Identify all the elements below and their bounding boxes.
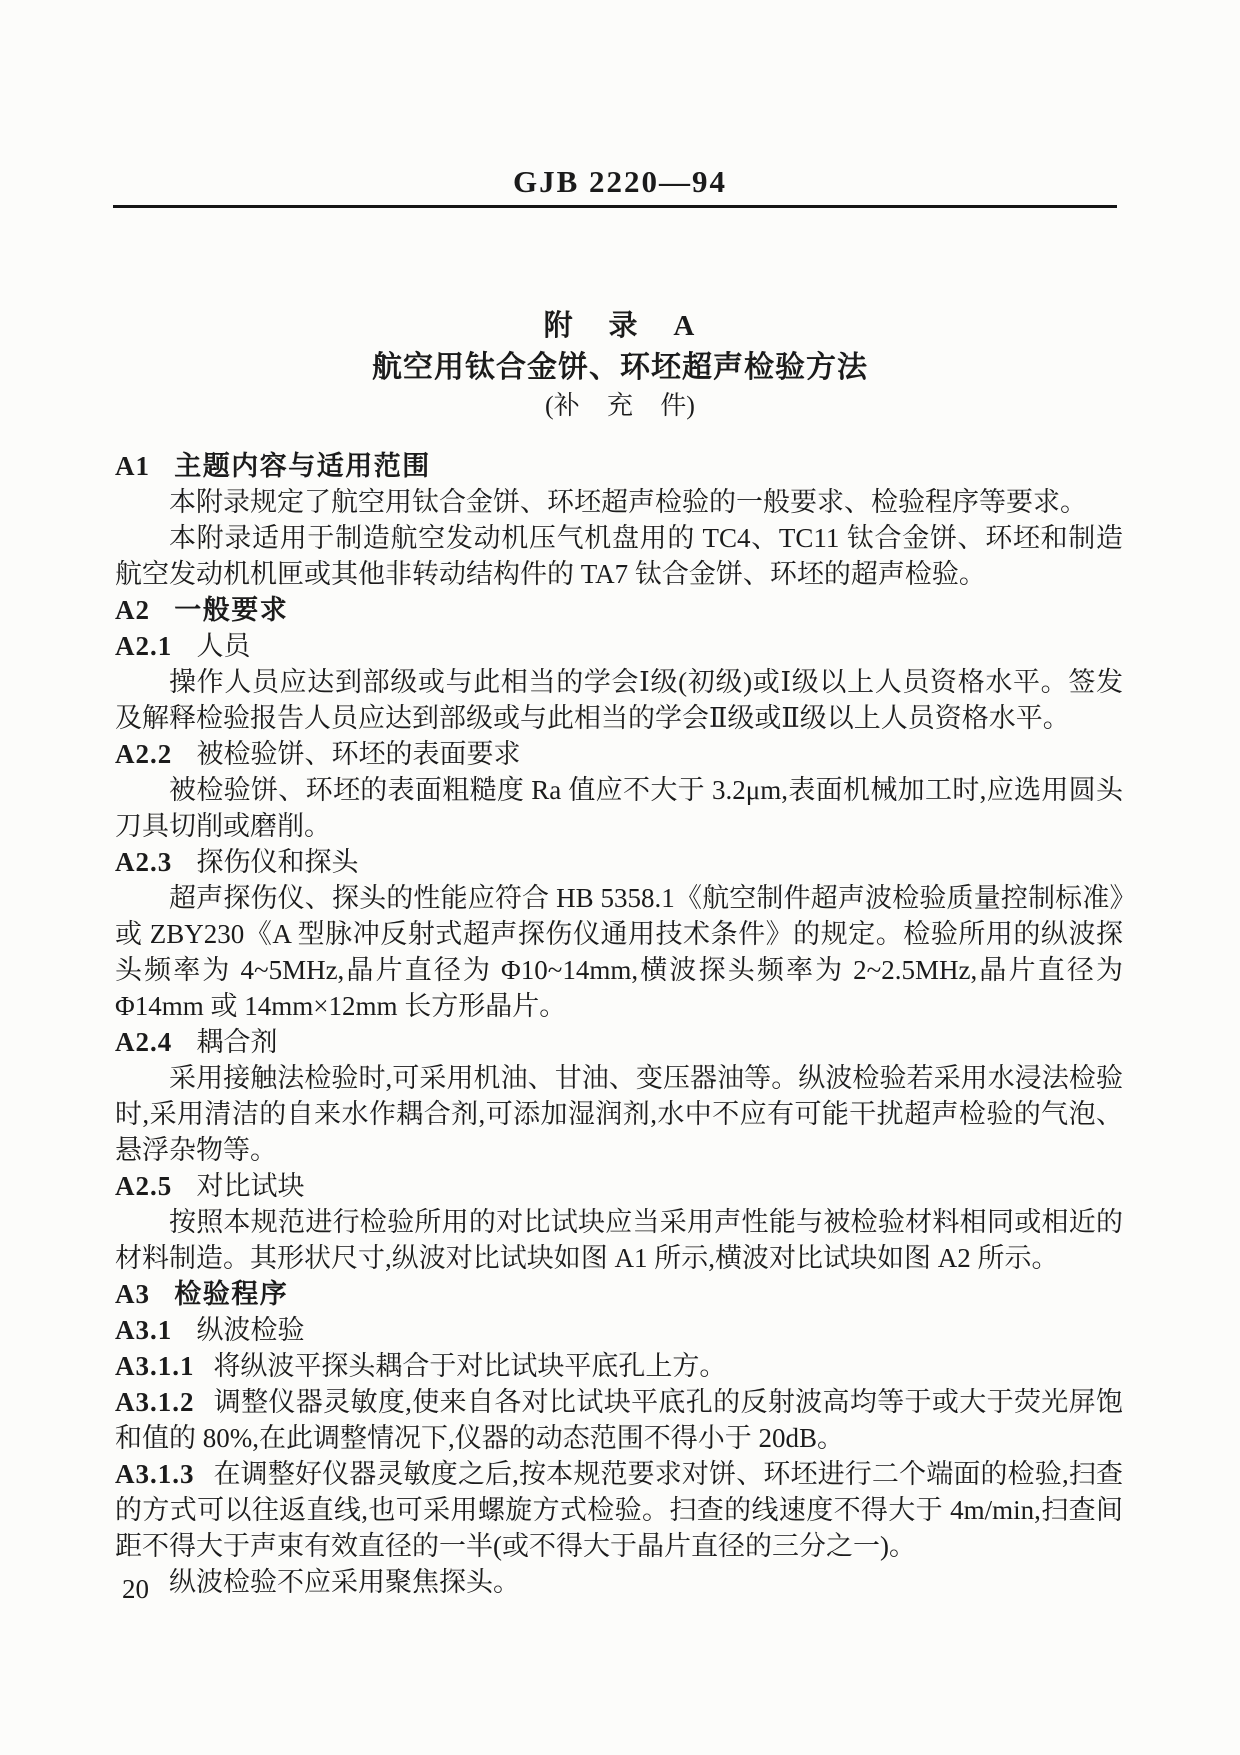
heading-number: A2.1 [115, 631, 173, 661]
heading-a2-1 [115, 628, 1123, 664]
clause-text: 将纵波平探头耦合于对比试块平底孔上方。 [213, 1351, 727, 1381]
header-rule [113, 205, 1117, 208]
heading-a2-2 [115, 736, 1123, 772]
paragraph-a2-4-1: 采用接触法检验时,可采用机油、甘油、变压器油等。纵波检验若采用水浸法检验时,采用清洁的自来水作耦合剂,可添加湿润剂,水中不应有可能干扰超声检验的气泡、悬浮杂物等。 [115, 1063, 1123, 1165]
heading-title: 一般要求 [174, 595, 289, 625]
appendix-main-title: 航空用钛合金饼、环坯超声检验方法 [372, 351, 868, 384]
heading-a2-5 [115, 1168, 1123, 1204]
paragraph-a2-2-1: 被检验饼、环坯的表面粗糙度 Ra 值应不大于 3.2μm,表面机械加工时,应选用圆头刀具切削或磨削。 [115, 775, 1123, 841]
clause-a3-1-1 [115, 1348, 1123, 1384]
document-body [115, 448, 1123, 1600]
clause-a3-1-2 [115, 1384, 1123, 1456]
paragraph-a2-3-1: 超声探伤仪、探头的性能应符合 HB 5358.1《航空制件超声波检验质量控制标准》或 ZBY230《A 型脉冲反射式超声探伤仪通用技术条件》的规定。检验所用的纵波探头频率为 4~5MHz,晶片直径为 Φ10~14mm,横波探头频率为 2~2.5MHz,晶片直径为 Φ14mm 或 14mm×12mm 长方形晶片。 [115, 883, 1123, 1021]
heading-number: A3.1 [115, 1315, 173, 1345]
heading-title: 探伤仪和探头 [196, 847, 359, 877]
paragraph-a2-5-1: 按照本规范进行检验所用的对比试块应当采用声性能与被检验材料相同或相近的材料制造。其形状尺寸,纵波对比试块如图 A1 所示,横波对比试块如图 A2 所示。 [115, 1207, 1123, 1273]
heading-title: 主题内容与适用范围 [174, 451, 431, 481]
heading-a3-1 [115, 1312, 1123, 1348]
heading-number: A2.2 [115, 739, 173, 769]
paragraph-a1-2: 本附录适用于制造航空发动机压气机盘用的 TC4、TC11 钛合金饼、环坯和制造航空发动机机匣或其他非转动结构件的 TA7 钛合金饼、环坯的超声检验。 [115, 523, 1123, 589]
heading-number: A1 [115, 451, 150, 481]
heading-number: A2.4 [115, 1027, 173, 1057]
clause-text: 在调整好仪器灵敏度之后,按本规范要求对饼、环坯进行二个端面的检验,扫查的方式可以往返直线,也可采用螺旋方式检验。扫查的线速度不得大于 4m/min,扫查间距不得大于声束有效直径的一半(或不得大于晶片直径的三分之一)。 [115, 1459, 1123, 1561]
heading-a2-4 [115, 1024, 1123, 1060]
heading-number: A2.3 [115, 847, 173, 877]
paragraph-a2-1-1: 操作人员应达到部级或与此相当的学会Ⅰ级(初级)或Ⅰ级以上人员资格水平。签发及解释检验报告人员应达到部级或与此相当的学会Ⅱ级或Ⅱ级以上人员资格水平。 [115, 667, 1123, 733]
clause-a3-1-3 [115, 1456, 1123, 1564]
heading-title: 检验程序 [174, 1279, 289, 1309]
heading-number: A2.5 [115, 1171, 173, 1201]
doc-number: GJB 2220—94 [512, 164, 728, 199]
heading-a1 [115, 448, 1123, 484]
clause-number: A3.1.2 [115, 1387, 195, 1417]
appendix-subtitle: (补 充 件) [545, 391, 695, 420]
heading-number: A2 [115, 595, 150, 625]
page-number: 20 [122, 1574, 149, 1604]
heading-title: 耦合剂 [196, 1027, 278, 1057]
heading-title: 对比试块 [196, 1171, 305, 1201]
clause-number: A3.1.1 [115, 1351, 195, 1381]
heading-a2 [115, 592, 1123, 628]
clause-text: 调整仪器灵敏度,使来自各对比试块平底孔的反射波高均等于或大于荧光屏饱和值的 80%,在此调整情况下,仪器的动态范围不得小于 20dB。 [115, 1387, 1123, 1453]
heading-title: 被检验饼、环坯的表面要求 [196, 739, 521, 769]
paragraph-a1-1: 本附录规定了航空用钛合金饼、环坯超声检验的一般要求、检验程序等要求。 [169, 487, 1087, 517]
heading-number: A3 [115, 1279, 150, 1309]
heading-a3 [115, 1276, 1123, 1312]
heading-a2-3 [115, 844, 1123, 880]
appendix-title: 附 录 A [543, 310, 697, 342]
paragraph-a3-1-end: 纵波检验不应采用聚焦探头。 [169, 1567, 520, 1597]
clause-number: A3.1.3 [115, 1459, 195, 1489]
heading-title: 纵波检验 [196, 1315, 305, 1345]
heading-title: 人员 [196, 631, 251, 661]
